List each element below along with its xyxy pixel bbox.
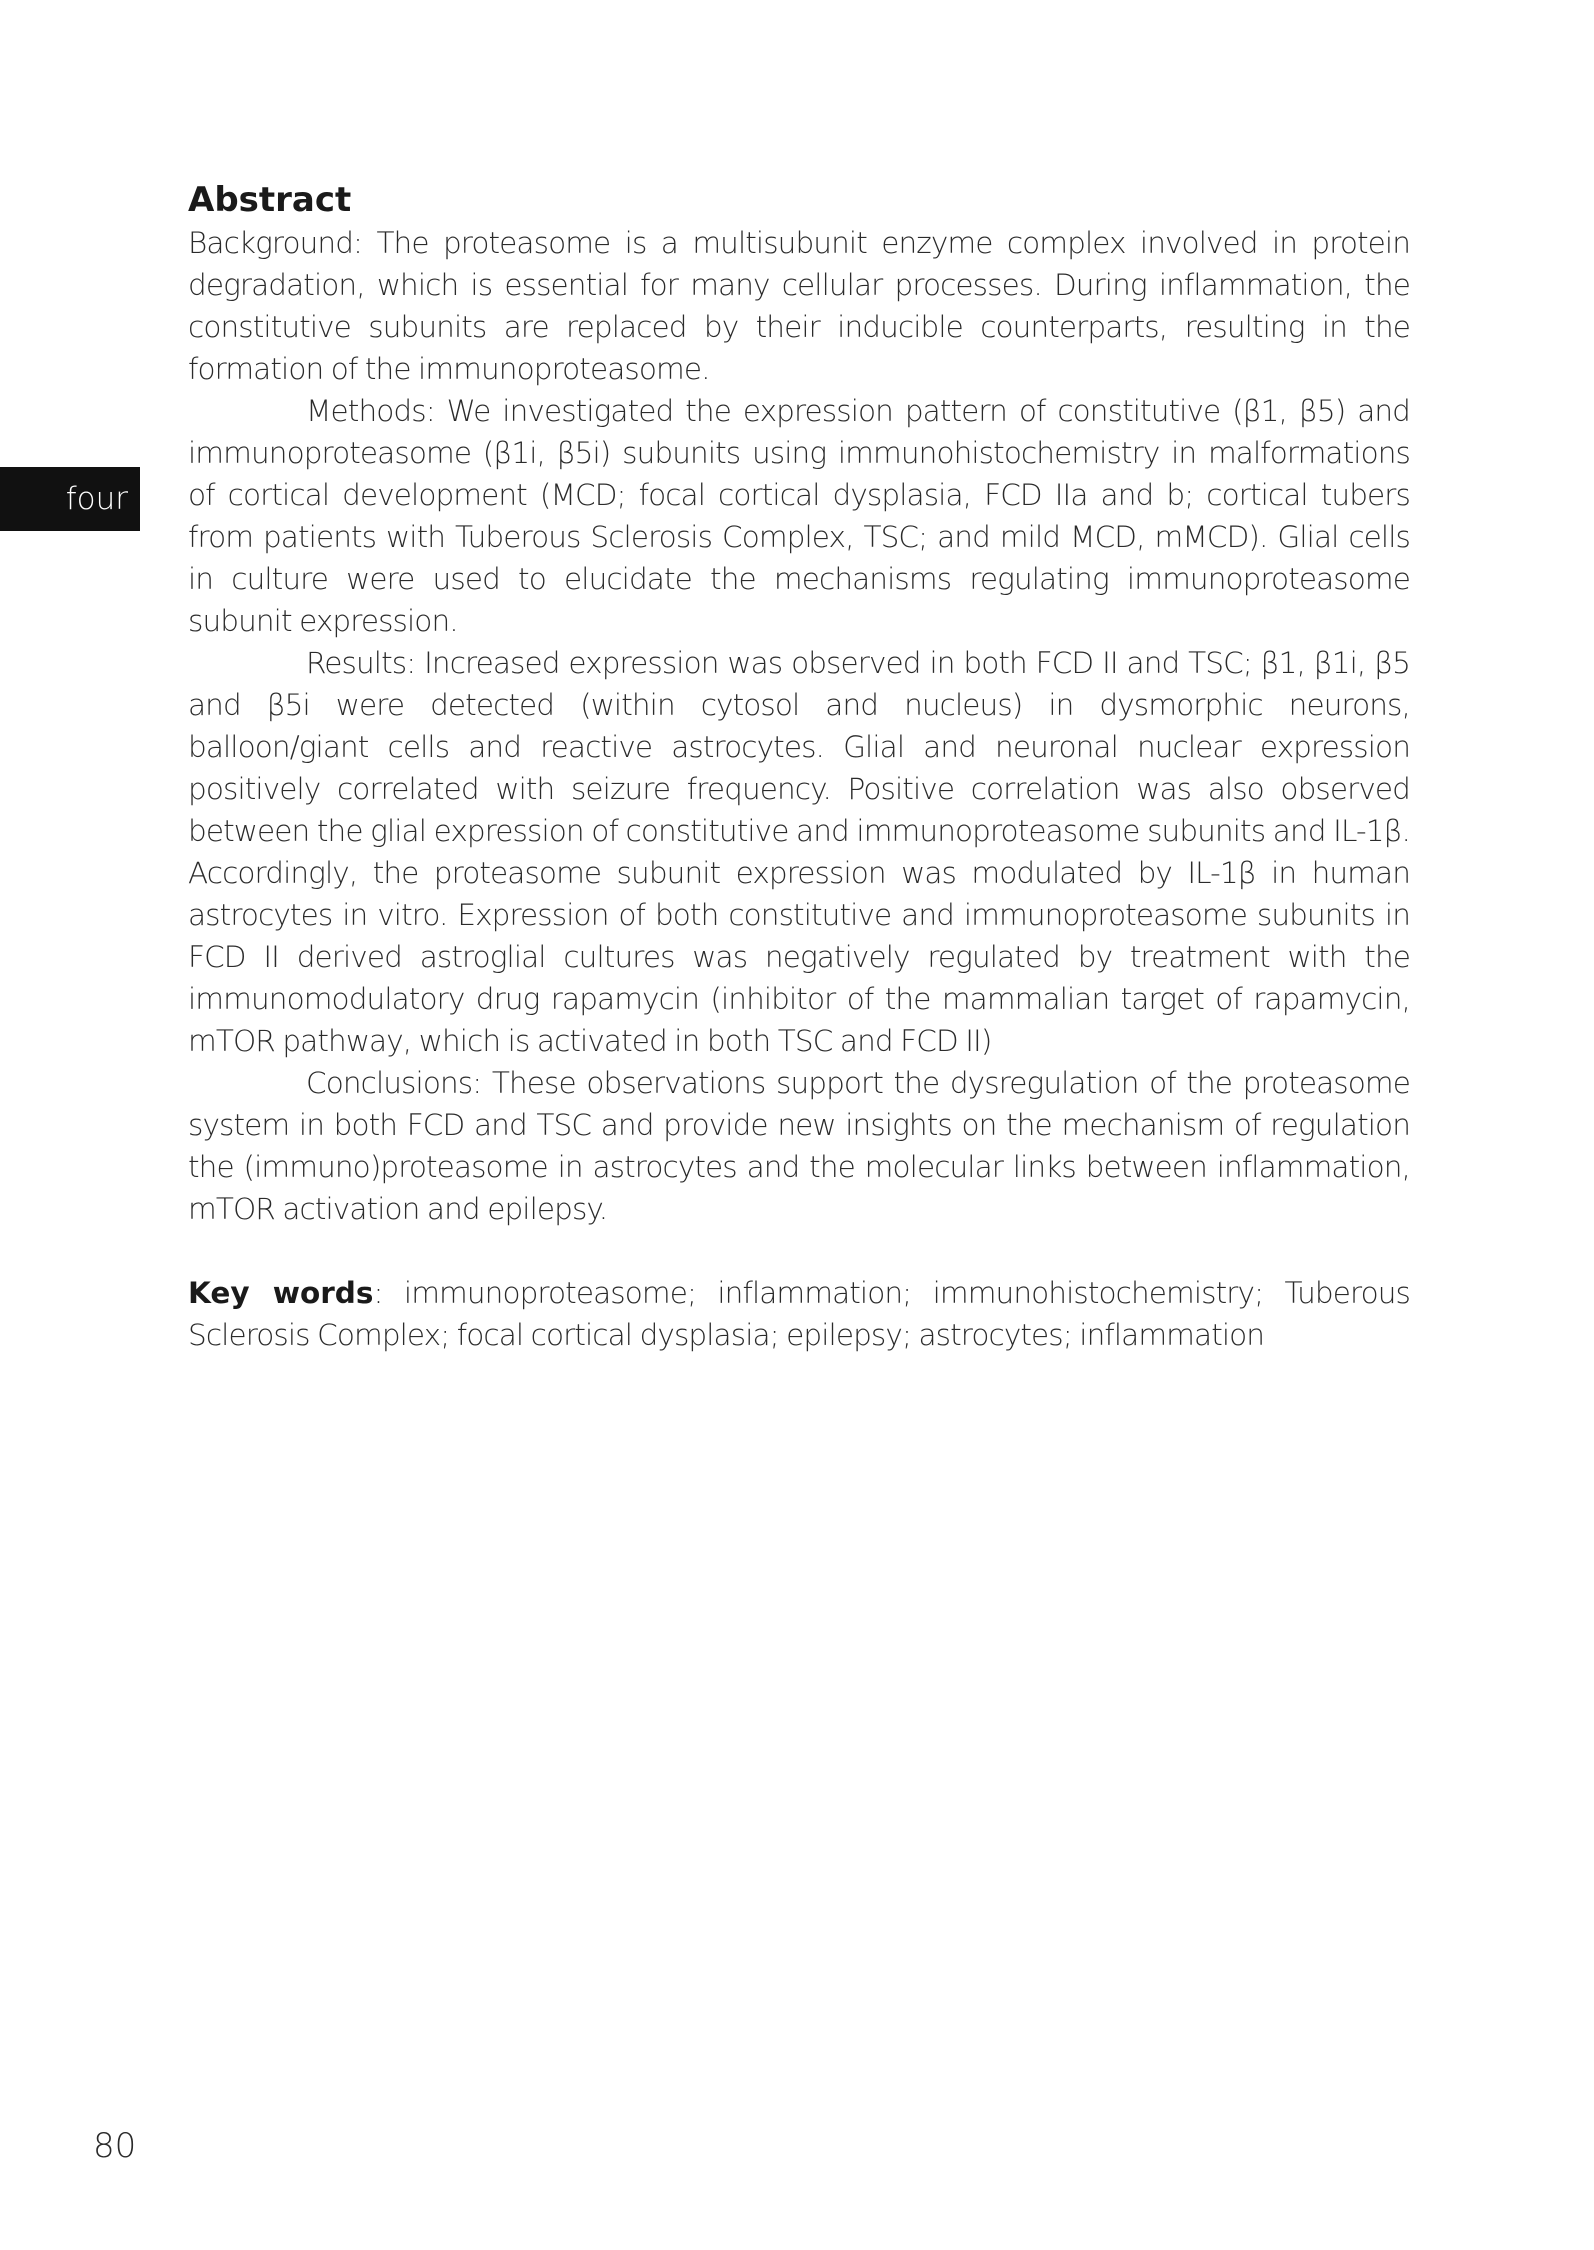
abstract-heading: Abstract <box>188 180 352 220</box>
keywords-text: immunoproteasome; inflammation; immunohistochemistry; Tuberous Sclerosis Complex; focal cortical dysplasia; epilepsy; astrocytes; inflammation <box>188 1276 1410 1352</box>
chapter-tab <box>0 467 140 531</box>
keywords-separator: : <box>373 1276 383 1310</box>
keywords-label: Key words <box>188 1276 374 1310</box>
abstract-conclusions-paragraph: Conclusions: These observations support the dysregulation of the proteasome system in both FCD and TSC and provide new insights on the mechanism of regulation the (immuno)proteasome in astrocytes and the molecular links between inflammation, mTOR activation and epilepsy. <box>188 1066 1410 1226</box>
chapter-tab-label: four <box>65 481 128 517</box>
keywords-paragraph <box>188 1272 1410 1356</box>
abstract-methods-paragraph: Methods: We investigated the expression pattern of constitutive (β1, β5) and immunoproteasome (β1i, β5i) subunits using immunohistochemistry in malformations of cortical development (MCD; focal cortical dysplasia, FCD IIa and b; cortical tubers from patients with Tuberous Sclerosis Complex, TSC; and mild MCD, mMCD). Glial cells in culture were used to elucidate the mechanisms regulating immunoproteasome subunit expression. <box>188 394 1410 638</box>
page-number: 80 <box>93 2126 137 2166</box>
abstract-results-paragraph: Results: Increased expression was observed in both FCD II and TSC; β1, β1i, β5 and β5i were detected (within cytosol and nucleus) in dysmorphic neurons, balloon/giant cells and reactive astrocytes. Glial and neuronal nuclear expression positively correlated with seizure frequency. Positive correlation was also observed between the glial expression of constitutive and immunoproteasome subunits and IL-1β. Accordingly, the proteasome subunit expression was modulated by IL-1β in human astrocytes in vitro. Expression of both constitutive and immunoproteasome subunits in FCD II derived astroglial cultures was negatively regulated by treatment with the immunomodulatory drug rapamycin (inhibitor of the mammalian target of rapamycin, mTOR pathway, which is activated in both TSC and FCD II) <box>188 646 1410 1058</box>
abstract-section <box>188 178 1410 1356</box>
abstract-background-paragraph: Background: The proteasome is a multisubunit enzyme complex involved in protein degradation, which is essential for many cellular processes. During inflammation, the constitutive subunits are replaced by their inducible counterparts, resulting in the formation of the immunoproteasome. <box>188 226 1410 386</box>
